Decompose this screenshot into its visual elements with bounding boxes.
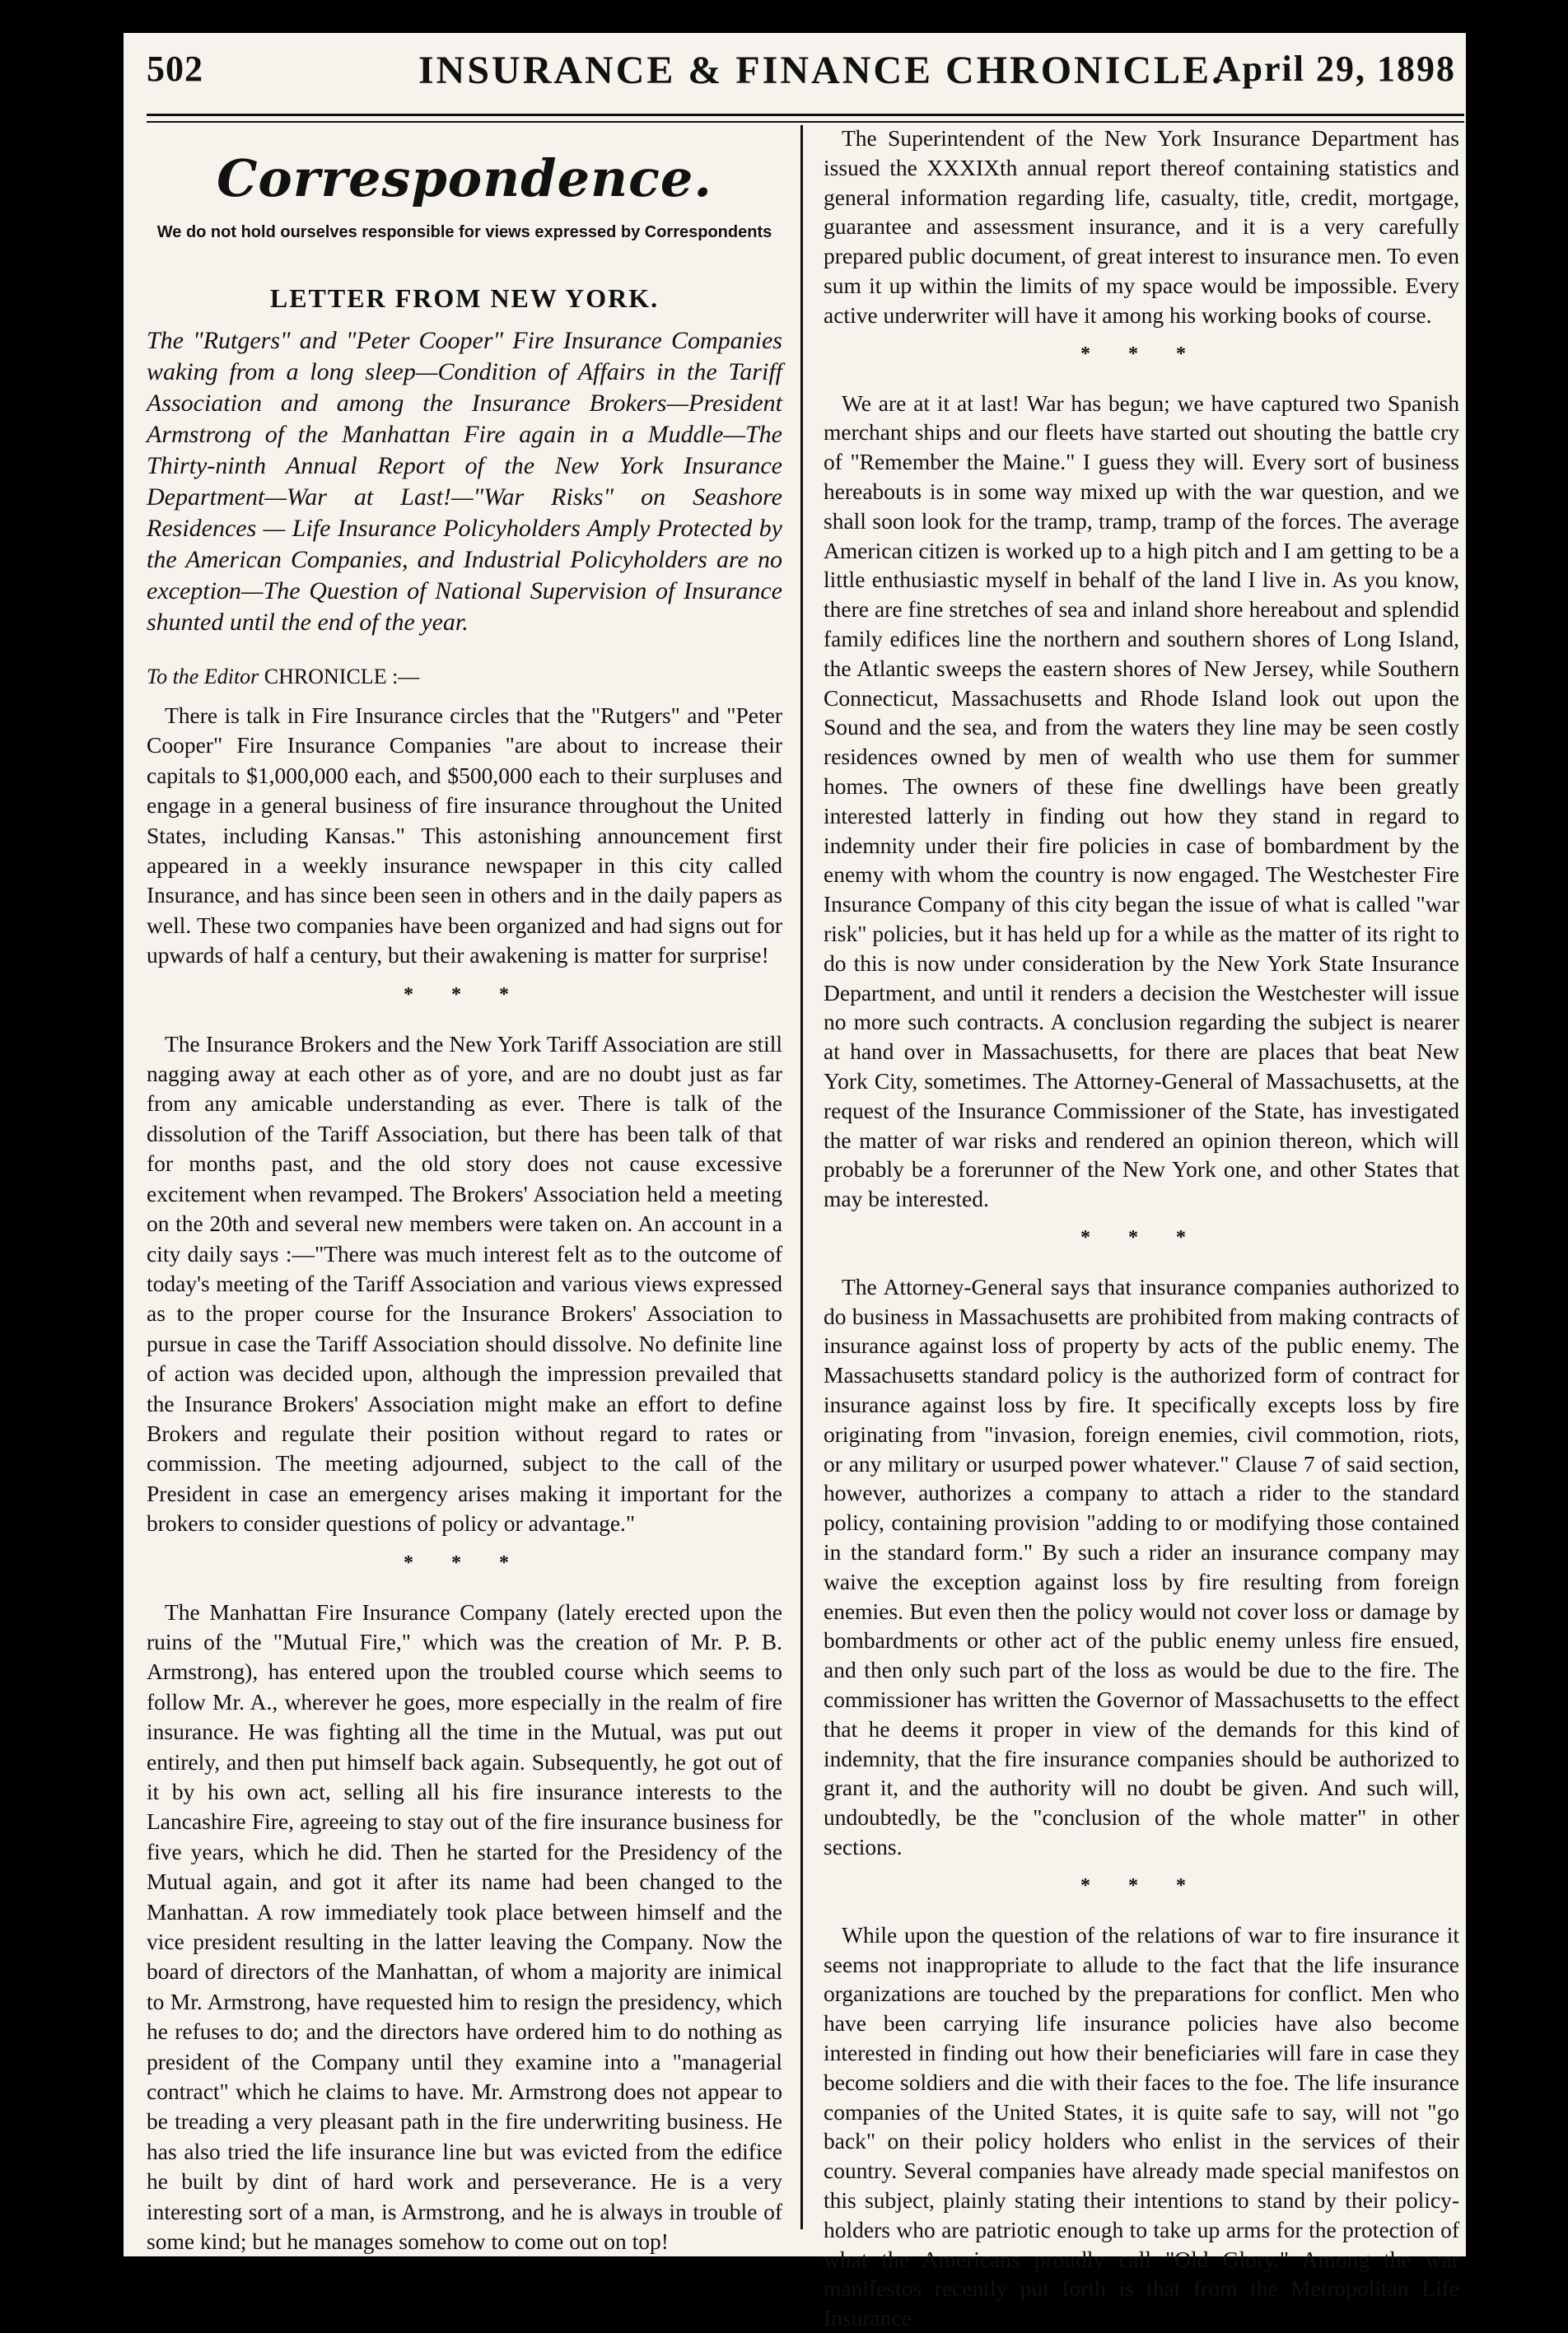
separator: * * *	[1080, 343, 1202, 365]
disclaimer: We do not hold ourselves responsible for views expressed by Correspondents	[156, 223, 772, 241]
salutation	[147, 665, 782, 689]
page-number: 502	[147, 49, 203, 89]
paragraph: The Superintendent of the New York Insurance Department has issued the XXXIXth annual report thereof containing statistics and general information regarding life, casualty, title, credit, mortgage, guarantee and assessment insurance, and it is a very carefully prepared public document, of great interest to insurance men. To even sum it up within the limits of my space would be impossible. Every active underwriter will have it among his working books of course.	[824, 125, 1459, 328]
page-header	[147, 48, 1464, 119]
letter-synopsis: The "Rutgers" and "Peter Cooper" Fire Insurance Companies waking from a long sleep—Condition of Affairs in the Tariff Association and among the Insurance Brokers—President Armstrong of the Manhattan Fire again in a Muddle—The Thirty-ninth Annual Report of the New York Insurance Department—War at Last!—"War Risks" on Seashore Residences — Life Insurance Policyholders Amply Protected by the American Companies, and Industrial Policyholders are no exception—The Question of National Supervision of Insurance shunted until the end of the year.	[147, 327, 782, 636]
salutation-prefix: To the Editor	[147, 665, 259, 688]
journal-title: INSURANCE & FINANCE CHRONICLE.	[418, 49, 1225, 92]
paragraph: We are at it at last! War has begun; we have captured two Spanish merchant ships and our fleets have started out shouting the battle cry of "Remember the Maine." I guess they will. Every sort of business hereabouts is in some way mixed up with the war question, and we shall soon look for the tramp, tramp, tramp of the forces. The average American citizen is worked up to a high pitch and I am getting to be a little enthusiastic myself in behalf of the land I live in. As you know, there are fine stretches of sea and inland shore hereabout and splendid family edifices line the northern and southern shores of Long Island, the Atlantic sweeps the eastern shores of New Jersey, while Southern Connecticut, Massachusetts and Rhode Island look out upon the Sound and the sea, and from the waters they line may be seen costly residences owned by men of wealth who use them for summer homes. The owners of these fine dwellings have been greatly interested latterly in finding out how they stand in regard to indemnity under their fire policies in case of bombardment by the enemy with whom the country is now engaged. The Westchester Fire Insurance Company of this city began the issue of what is called "war risk" policies, but it has held up for a while as the matter of its right to do this is now under consideration by the New York State Insurance Department, and until it renders a decision the Westchester will issue no more such contracts. A conclusion regarding the subject is nearer at hand over in Massachusetts, for there are places that beat New York City, sometimes. The Attorney-General of Massachusetts, at the request of the Insurance Commissioner of the State, has investigated the matter of war risks and rendered an opinion thereon, which will probably be a forerunner of the New York one, and other States that may be interested.	[824, 390, 1459, 1212]
paragraph: While upon the question of the relations of war to fire insurance it seems not inappropriate to allude to the fact that the life insurance organizations are touched by the preparations for conflict. Men who have been carrying life insurance policies have also become interested in finding out how their beneficiaries will fare in case they become soldiers and die with their faces to the foe. The life insurance companies of the United States, it is quite safe to say, will not "go back" on their policy holders who enlist in the services of their country. Several companies have already made special manifestos on this subject, plainly stating their intentions to stand by their policy-holders who are patriotic enough to take up arms for the protection of what the Americans proudly call "Old Glory." Among the war manifestos recently put forth is that from the Metropolitan Life Insurance	[824, 1921, 1459, 2331]
separator: * * *	[1080, 1226, 1202, 1248]
column-divider	[800, 125, 803, 2229]
left-column	[147, 124, 782, 2255]
separator: * * *	[404, 983, 525, 1006]
paragraph: The Manhattan Fire Insurance Company (lately erected upon the ruins of the "Mutual Fire," which was the creation of Mr. P. B. Armstrong), has entered upon the troubled course which seems to follow Mr. A., wherever he goes, more especially in the realm of fire insurance. He was fighting all the time in the Mutual, was put out entirely, and then put himself back again. Subsequently, he got out of it by his own act, selling all his fire insurance interests to the Lancashire Fire, agreeing to stay out of the fire insurance business for five years, which he did. Then he started for the Presidency of the Mutual again, and got it after its name had been changed to the Manhattan. A row immediately took place between himself and the vice president resulting in the latter leaving the Company. Now the board of directors of the Manhattan, of whom a majority are inimical to Mr. Armstrong, have requested him to resign the presidency, which he refuses to do; and the directors have ordered him to do nothing as president of the Company until they examine into a "managerial contract" which he claims to have. Mr. Armstrong does not appear to be treading a very pleasant path in the fire underwriting business. He has also tried the life insurance line but was evicted from the edifice he built by dint of hard work and perseverance. He is a very interesting sort of a man, is Armstrong, and he is always in trouble of some kind; but he manages somehow to come out on top!	[147, 1598, 782, 2255]
salutation-name: CHRONICLE :—	[264, 665, 420, 688]
right-column	[824, 124, 1459, 2331]
newspaper-page	[124, 33, 1466, 2331]
header-rule	[147, 114, 1464, 123]
issue-date: April 29, 1898	[1214, 49, 1456, 89]
section-title: Correspondence.	[217, 148, 712, 208]
paragraph: The Attorney-General says that insurance companies authorized to do business in Massachusetts are prohibited from making contracts of insurance against loss of property by acts of the public enemy. The Massachusetts standard policy is the authorized form of contract for insurance against loss by fire. It specifically excepts loss by fire originating from "invasion, foreign enemies, civil commotion, riots, or any military or usurped power whatever." Clause 7 of said section, however, authorizes a company to attach a rider to the standard policy, containing provision "adding to or modifying those contained in the standard form." By such a rider an insurance company may waive the exception against loss by fire resulting from foreign enemies. But even then the policy would not cover loss or damage by bombardments or other act of the public enemy unless fire ensued, and then only such part of the loss as would be due to the fire. The commissioner has written the Governor of Massachusetts to the effect that he deems it proper in view of the demands for this kind of indemnity, that the fire insurance companies should be authorized to grant it, and the authority will no doubt be given. And such will, undoubtedly, be the "conclusion of the whole matter" in other sections.	[824, 1273, 1459, 1860]
letter-title: LETTER FROM NEW YORK.	[269, 283, 660, 313]
paragraph: There is talk in Fire Insurance circles that the "Rutgers" and "Peter Cooper" Fire Insurance Companies "are about to increase their capitals to $1,000,000 each, and $500,000 each to their surpluses and engage in a general business of fire insurance throughout the United States, including Kansas." This astonishing announcement first appeared in a weekly insurance newspaper in this city called Insurance, and has since been seen in others and in the daily papers as well. These two companies have been organized and had signs out for upwards of half a century, but their awakening is matter for surprise!	[147, 702, 782, 968]
paragraph: The Insurance Brokers and the New York Tariff Association are still nagging away at each other as of yore, and are no doubt just as far from any amicable understanding as ever. There is talk of the dissolution of the Tariff Association, but there has been talk of that for months past, and the old story does not cause excessive excitement when revamped. The Brokers' Association held a meeting on the 20th and several new members were taken on. An account in a city daily says :—"There was much interest felt as to the outcome of today's meeting of the Tariff Association and various views expressed as to the proper course for the Insurance Brokers' Association to pursue in case the Tariff Association should dissolve. No definite line of action was decided upon, although the impression prevailed that the Insurance Brokers' Association might make an effort to define Brokers and regulate their position without regard to rates or commission. The meeting adjourned, subject to the call of the President in case an emergency arises making it important for the brokers to consider questions of policy or advantage."	[147, 1030, 782, 1537]
separator: * * *	[404, 1551, 525, 1574]
separator: * * *	[1080, 1874, 1202, 1897]
